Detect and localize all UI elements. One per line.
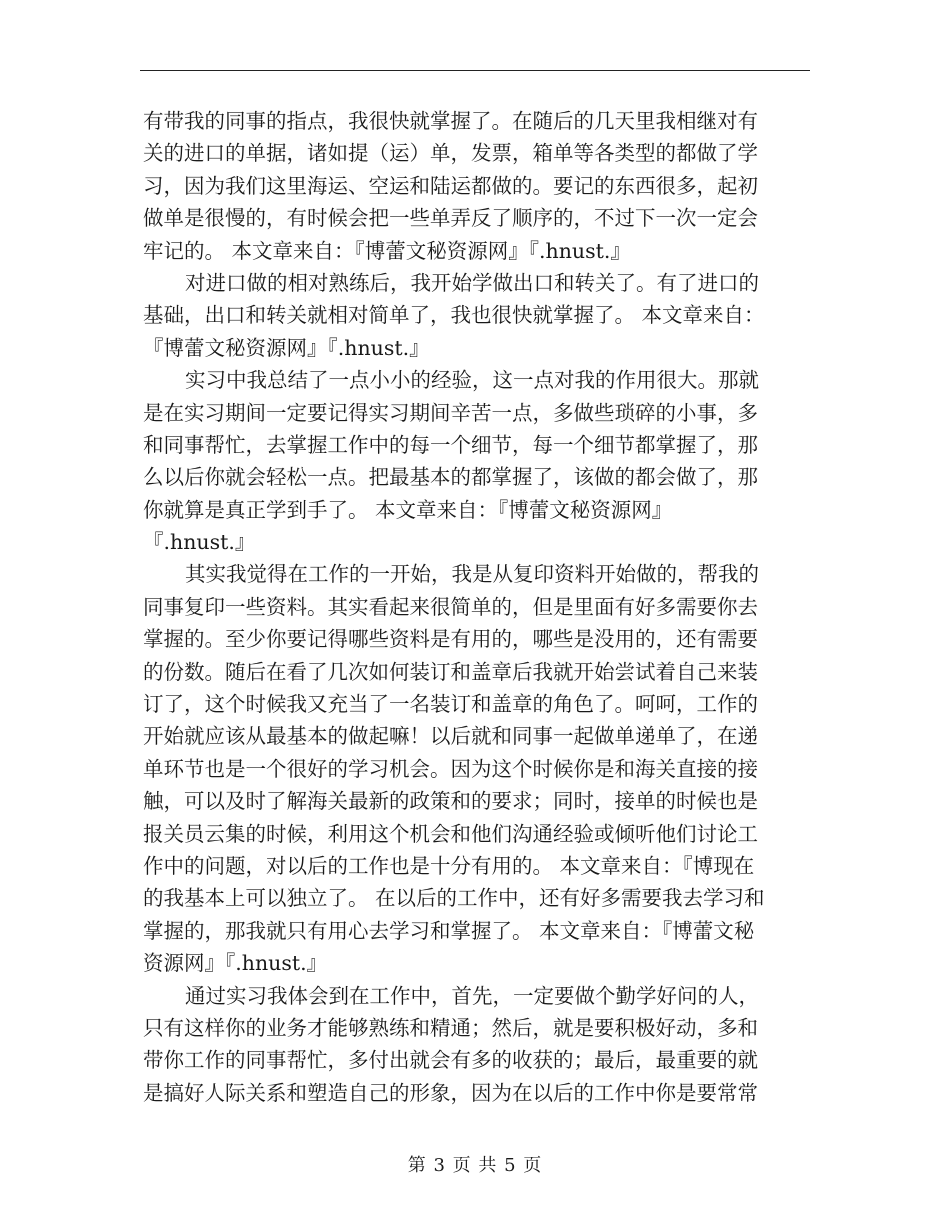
text-line: 触，可以及时了解海关最新的政策和的要求；同时，接单的时候也是 bbox=[143, 789, 758, 814]
text-line: 掌握的，那我就只有用心去学习和掌握了。 本文章来自：『博蕾文秘 bbox=[143, 918, 755, 943]
paragraph-first-line: 实习中我总结了一点小小的经验，这一点对我的作用很大。那就 bbox=[185, 368, 759, 393]
text-line: 基础，出口和转关就相对简单了，我也很快就掌握了。 本文章来自： bbox=[143, 303, 765, 328]
text-line: 是搞好人际关系和塑造自己的形象，因为在以后的工作中你是要常常 bbox=[143, 1080, 758, 1105]
text-line: 只有这样你的业务才能够熟练和精通；然后，就是要积极好动，多和 bbox=[143, 1015, 758, 1040]
text-line: 你就算是真正学到手了。 本文章来自：『博蕾文秘资源网』 bbox=[143, 497, 673, 522]
text-line: 作中的问题，对以后的工作也是十分有用的。 本文章来自：『博现在 bbox=[143, 853, 755, 878]
text-line: 同事复印一些资料。其实看起来很简单的，但是里面有好多需要你去 bbox=[143, 594, 758, 619]
paragraph-first-line: 对进口做的相对熟练后，我开始学做出口和转关了。有了进口的 bbox=[185, 270, 759, 295]
page-number-footer: 第 3 页 共 5 页 bbox=[407, 1155, 543, 1176]
document-body bbox=[143, 105, 807, 1109]
text-line: 做单是很慢的，有时候会把一些单弄反了顺序的，不过下一次一定会 bbox=[143, 206, 758, 231]
text-line: 的我基本上可以独立了。 在以后的工作中，还有好多需要我去学习和 bbox=[143, 886, 765, 911]
text-line: 的份数。随后在看了几次如何装订和盖章后我就开始尝试着自己来装 bbox=[143, 659, 758, 684]
text-line: 牢记的。 本文章来自：『博蕾文秘资源网』『.hnust.』 bbox=[143, 238, 631, 263]
text-line: 开始就应该从最基本的做起嘛！以后就和同事一起做单递单了，在递 bbox=[143, 724, 758, 749]
header-rule bbox=[140, 70, 810, 71]
text-line: 关的进口的单据，诸如提（运）单，发票，箱单等各类型的都做了学 bbox=[143, 141, 758, 166]
text-line: 么以后你就会轻松一点。把最基本的都掌握了，该做的都会做了，那 bbox=[143, 465, 758, 490]
paragraph-first-line: 其实我觉得在工作的一开始，我是从复印资料开始做的，帮我的 bbox=[185, 562, 759, 587]
text-line: 和同事帮忙，去掌握工作中的每一个细节，每一个细节都掌握了，那 bbox=[143, 432, 758, 457]
text-line: 有带我的同事的指点，我很快就掌握了。在随后的几天里我相继对有 bbox=[143, 109, 758, 133]
text-line: 是在实习期间一定要记得实习期间辛苦一点，多做些琐碎的小事，多 bbox=[143, 400, 758, 425]
text-line: 报关员云集的时候，利用这个机会和他们沟通经验或倾听他们讨论工 bbox=[143, 821, 758, 846]
text-line: 订了，这个时候我又充当了一名装订和盖章的角色了。呵呵，工作的 bbox=[143, 692, 758, 717]
text-line: 带你工作的同事帮忙，多付出就会有多的收获的；最后，最重要的就 bbox=[143, 1048, 758, 1073]
text-line: 掌握的。至少你要记得哪些资料是有用的，哪些是没用的，还有需要 bbox=[143, 627, 758, 652]
text-line: 单环节也是一个很好的学习机会。因为这个时候你是和海关直接的接 bbox=[143, 756, 758, 781]
text-line: 『.hnust.』 bbox=[143, 530, 256, 555]
text-line: 资源网』『.hnust.』 bbox=[143, 951, 328, 976]
paragraph-first-line: 通过实习我体会到在工作中，首先，一定要做个勤学好问的人， bbox=[185, 983, 759, 1008]
text-line: 『博蕾文秘资源网』『.hnust.』 bbox=[143, 335, 430, 360]
text-line: 习，因为我们这里海运、空运和陆运都做的。要记的东西很多，起初 bbox=[143, 173, 758, 198]
